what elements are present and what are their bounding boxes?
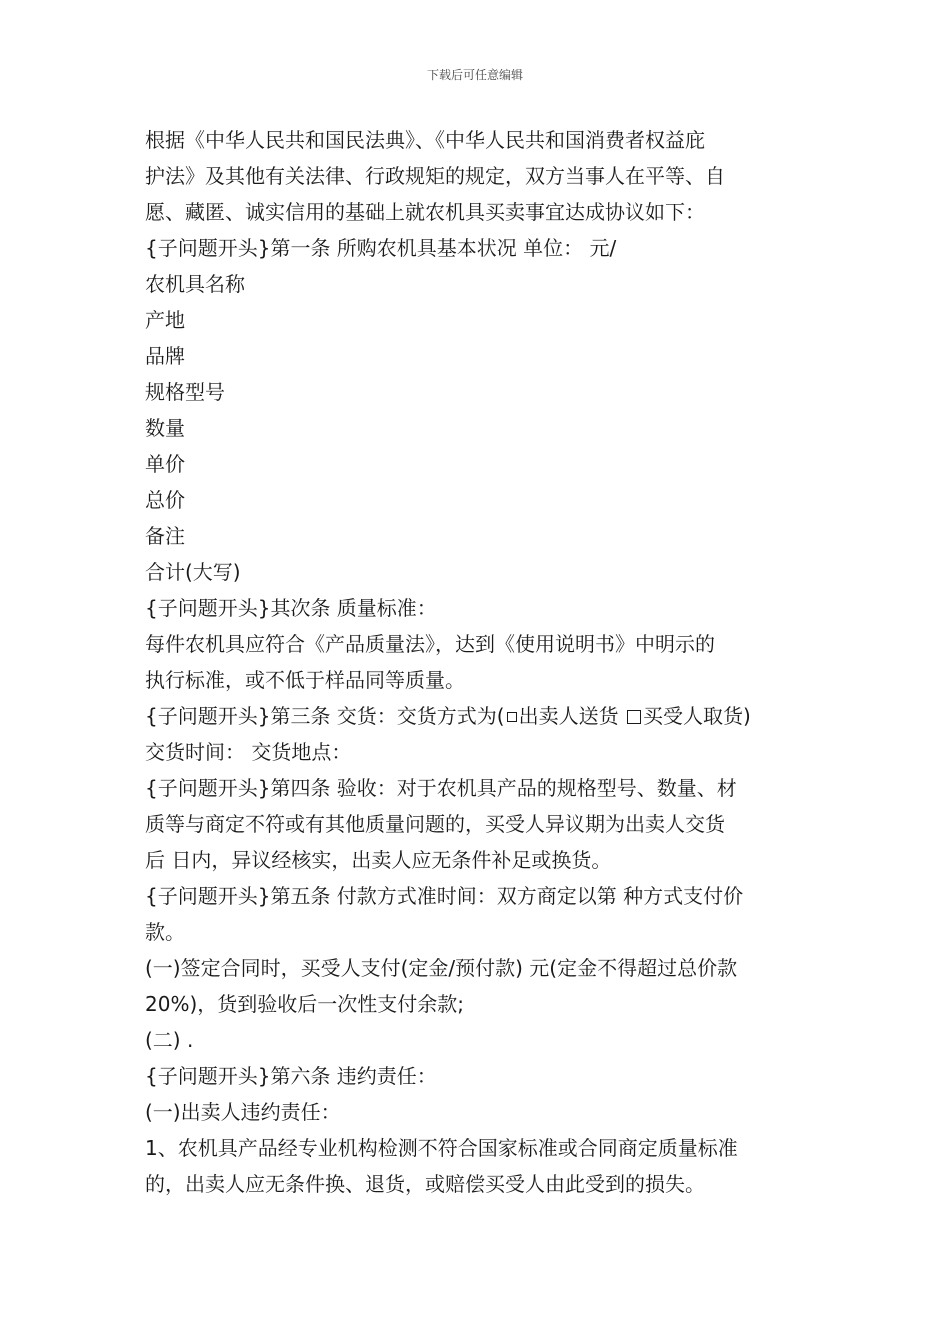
paragraph-line: 20%)，货到验收后一次性支付余款;	[145, 992, 464, 1016]
liability-item-1: 1、农机具产品经专业机构检测不符合国家标准或合同商定质量标准	[145, 1136, 738, 1160]
clause-5-heading: {子问题开头}第五条 付款方式准时间：双方商定以第 种方式支付价	[145, 884, 744, 908]
paragraph-line: 护法》及其他有关法律、行政规矩的规定，双方当事人在平等、自	[145, 164, 725, 188]
paragraph-line: 执行标准，或不低于样品同等质量。	[145, 668, 465, 692]
brand-label: 品牌	[145, 344, 185, 368]
clause-1-heading: {子问题开头}第一条 所购农机具基本状况 单位： 元/	[145, 236, 617, 260]
clause-2-heading: {子问题开头}其次条 质量标准：	[145, 596, 437, 620]
paragraph-line: 愿、藏匿、诚实信用的基础上就农机具买卖事宜达成协议如下：	[145, 200, 705, 224]
paragraph-line: 每件农机具应符合《产品质量法》，达到《使用说明书》中明示的	[145, 632, 715, 656]
unit-price-label: 单价	[145, 452, 185, 476]
delivery-option-seller: 出卖人送货	[518, 704, 625, 728]
paragraph-line: 款。	[145, 920, 185, 944]
paragraph-line: 的，出卖人应无条件换、退货，或赔偿买受人由此受到的损失。	[145, 1172, 705, 1196]
spec-label: 规格型号	[145, 380, 225, 404]
delivery-option-buyer: 买受人取货)	[642, 704, 751, 728]
clause-6-heading: {子问题开头}第六条 违约责任：	[145, 1064, 437, 1088]
paragraph-line: 质等与商定不符或有其他质量问题的，买受人异议期为出卖人交货	[145, 812, 725, 836]
quantity-label: 数量	[145, 416, 185, 440]
item-name-label: 农机具名称	[145, 272, 245, 296]
payment-option-1: (一)签定合同时，买受人支付(定金/预付款) 元(定金不得超过总价款	[145, 956, 738, 980]
delivery-time-place: 交货时间： 交货地点：	[145, 740, 352, 764]
grand-total-label: 合计(大写)	[145, 560, 241, 584]
origin-label: 产地	[145, 308, 185, 332]
total-price-label: 总价	[145, 488, 185, 512]
checkbox-buyer-pickup[interactable]	[627, 710, 641, 724]
clause-3-delivery	[145, 698, 810, 734]
checkbox-seller-delivery[interactable]	[507, 712, 517, 722]
paragraph-line: 根据《中华人民共和国民法典》、《中华人民共和国消费者权益庇	[145, 128, 705, 152]
clause-4-heading: {子问题开头}第四条 验收：对于农机具产品的规格型号、数量、材	[145, 776, 737, 800]
page-header: 下载后可任意编辑	[426, 68, 523, 82]
seller-liability-heading: (一)出卖人违约责任：	[145, 1100, 341, 1124]
document-body	[145, 122, 810, 1202]
payment-option-2: (二) .	[145, 1028, 194, 1052]
paragraph-line: 后 日内，异议经核实，出卖人应无条件补足或换货。	[145, 848, 612, 872]
delivery-prefix: {子问题开头}第三条 交货：交货方式为(	[145, 704, 505, 728]
remarks-label: 备注	[145, 524, 185, 548]
